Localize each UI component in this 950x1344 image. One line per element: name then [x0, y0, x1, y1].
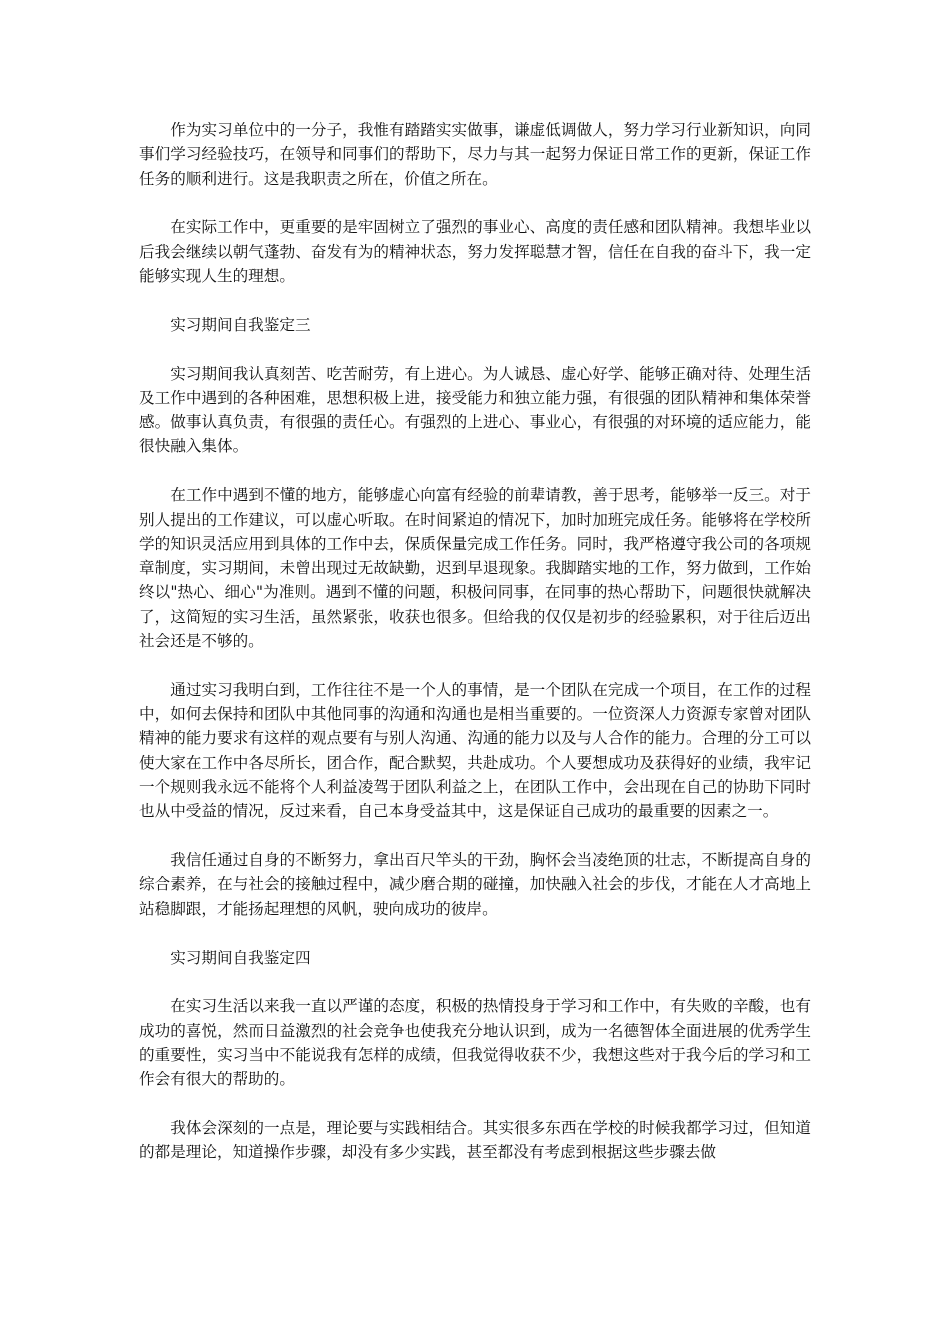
paragraph-3: 实习期间我认真刻苦、吃苦耐劳，有上进心。为人诚恳、虚心好学、能够正确对待、处理生活及工作中遇到的各种困难，思想积极上进，接受能力和独立能力强，有很强的团队精神和集体荣誉感。做事认真负责，有很强的责任心。有强烈的上进心、事业心，有很强的对环境的适应能力，能很快融入集体。	[139, 364, 811, 456]
paragraph-8: 我体会深刻的一点是，理论要与实践相结合。其实很多东西在学校的时候我都学习过，但知道的都是理论，知道操作步骤，却没有多少实践，甚至都没有考虑到根据这些步骤去做	[139, 1119, 811, 1162]
paragraph-7: 在实习生活以来我一直以严谨的态度，积极的热情投身于学习和工作中，有失败的辛酸，也有成功的喜悦，然而日益激烈的社会竞争也使我充分地认识到，成为一名德智体全面进展的优秀学生的重要性，实习当中不能说我有怎样的成绩，但我觉得收获不少，我想这些对于我今后的学习和工作会有很大的帮助的。	[139, 997, 811, 1089]
document-page	[139, 118, 811, 1189]
section-heading-4: 实习期间自我鉴定四	[170, 948, 311, 967]
paragraph-4: 在工作中遇到不懂的地方，能够虚心向富有经验的前辈请教，善于思考，能够举一反三。对于别人提出的工作建议，可以虚心听取。在时间紧迫的情况下，加时加班完成任务。能够将在学校所学的知识灵活应用到具体的工作中去，保质保量完成工作任务。同时，我严格遵守我公司的各项规章制度，实习期间，未曾出现过无故缺勤，迟到早退现象。我脚踏实地的工作，努力做到，工作始终以"热心、细心"为准则。遇到不懂的问题，积极问同事，在同事的热心帮助下，问题很快就解决了，这简短的实习生活，虽然紧张，收获也很多。但给我的仅仅是初步的经验累积，对于往后迈出社会还是不够的。	[139, 486, 811, 651]
paragraph-2: 在实际工作中，更重要的是牢固树立了强烈的事业心、高度的责任感和团队精神。我想毕业以后我会继续以朝气蓬勃、奋发有为的精神状态，努力发挥聪慧才智，信任在自我的奋斗下，我一定能够实现人生的理想。	[139, 218, 811, 285]
section-heading-3: 实习期间自我鉴定三	[170, 315, 311, 334]
paragraph-5: 通过实习我明白到，工作往往不是一个人的事情，是一个团队在完成一个项目，在工作的过程中，如何去保持和团队中其他同事的沟通和沟通也是相当重要的。一位资深人力资源专家曾对团队精神的能力要求有这样的观点要有与别人沟通、沟通的能力以及与人合作的能力。合理的分工可以使大家在工作中各尽所长，团合作，配合默契，共赴成功。个人要想成功及获得好的业绩，我牢记一个规则我永远不能将个人利益凌驾于团队利益之上，在团队工作中，会出现在自己的协助下同时也从中受益的情况，反过来看，自己本身受益其中，这是保证自己成功的最重要的因素之一。	[139, 680, 811, 821]
paragraph-6: 我信任通过自身的不断努力，拿出百尺竿头的干劲，胸怀会当凌绝顶的壮志，不断提高自身的综合素养，在与社会的接触过程中，减少磨合期的碰撞，加快融入社会的步伐，才能在人才高地上站稳脚跟，才能扬起理想的风帆，驶向成功的彼岸。	[139, 851, 811, 918]
paragraph-1: 作为实习单位中的一分子，我惟有踏踏实实做事，谦虚低调做人，努力学习行业新知识，向同事们学习经验技巧，在领导和同事们的帮助下，尽力与其一起努力保证日常工作的更新，保证工作任务的顺利进行。这是我职责之所在，价值之所在。	[139, 121, 811, 188]
